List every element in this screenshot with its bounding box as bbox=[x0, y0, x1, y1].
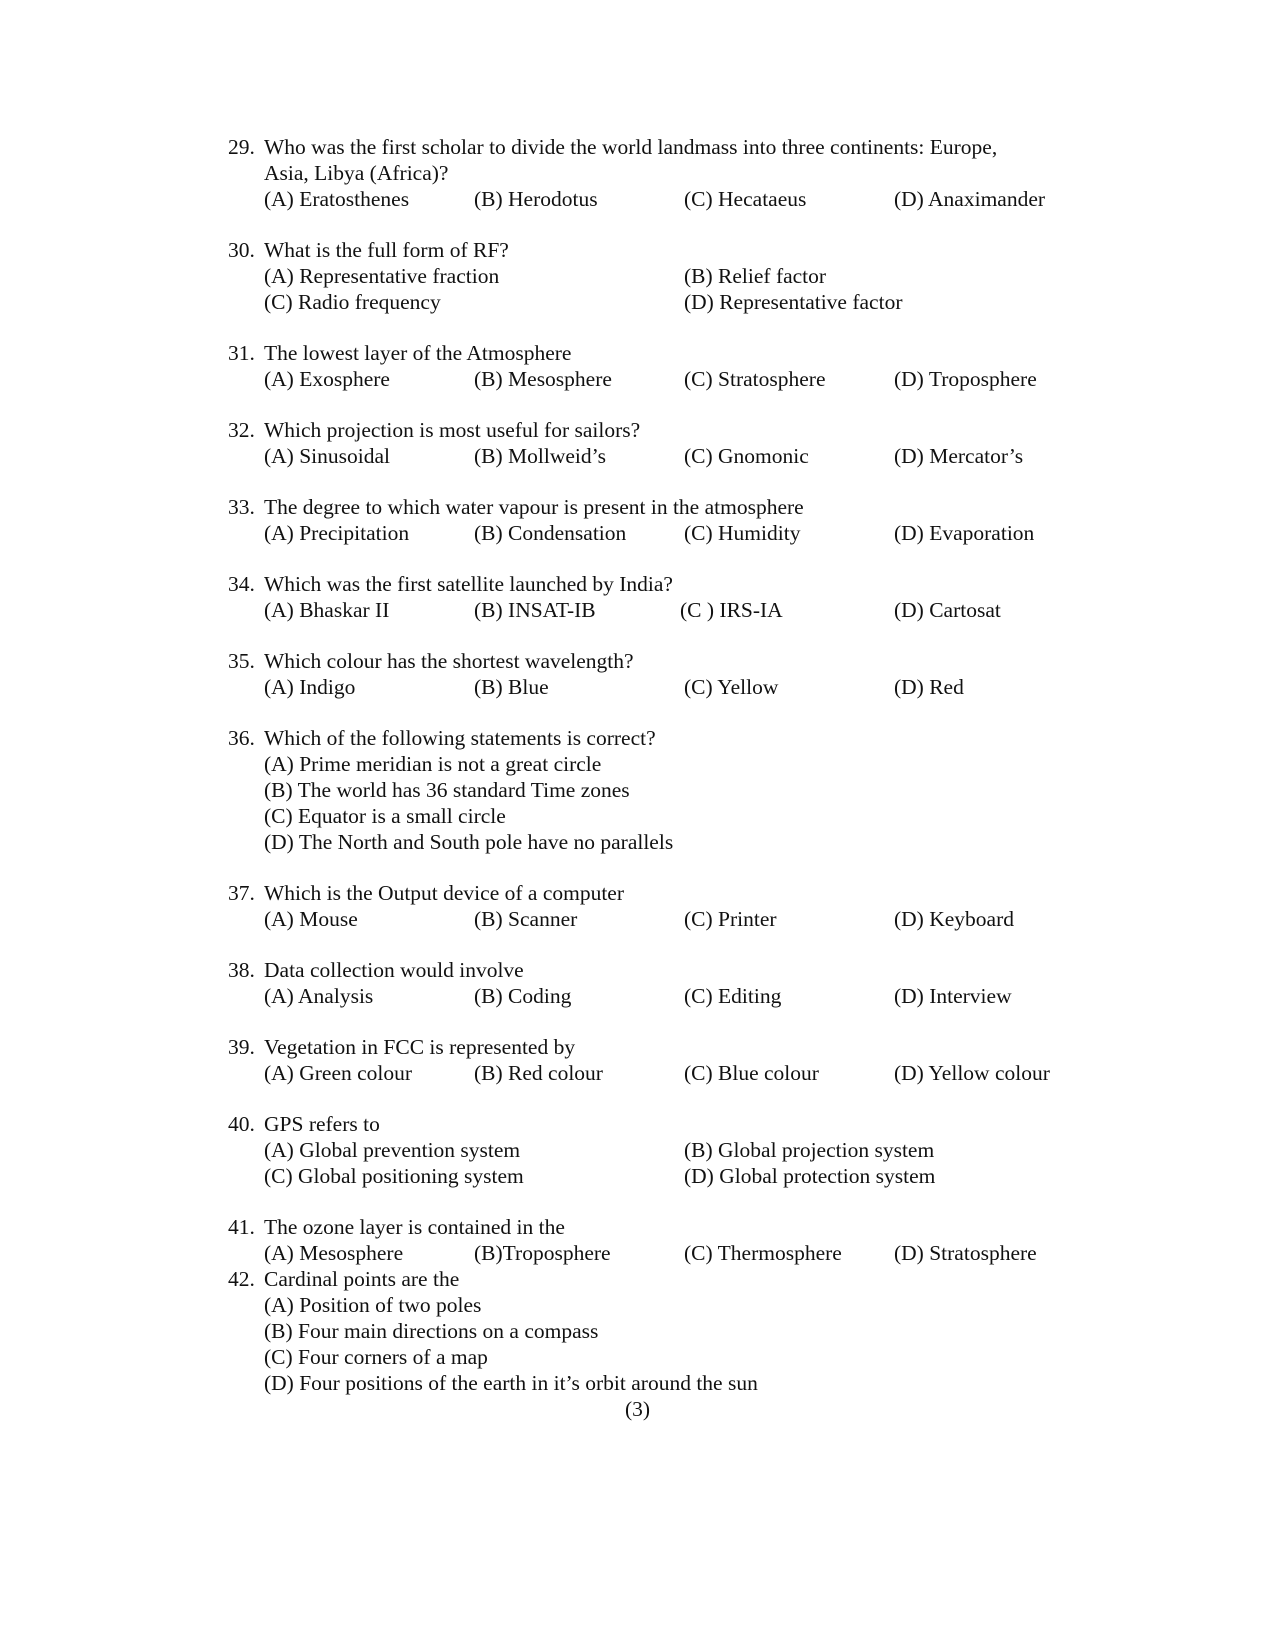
option-a: (A) Green colour bbox=[264, 1061, 413, 1085]
question-number: 42. bbox=[228, 1267, 255, 1291]
option-c: (C) Stratosphere bbox=[684, 367, 826, 391]
question-stem: Data collection would involve bbox=[264, 958, 524, 982]
option-b: (B) Red colour bbox=[474, 1061, 603, 1085]
option-b: (B)Troposphere bbox=[474, 1241, 611, 1265]
question-number: 38. bbox=[228, 958, 255, 982]
option-c: (C) Hecataeus bbox=[684, 187, 807, 211]
option-d: (D) Yellow colour bbox=[894, 1061, 1050, 1085]
option-c: (C) Equator is a small circle bbox=[264, 804, 506, 828]
option-a: (A) Sinusoidal bbox=[264, 444, 391, 468]
option-d: (D) Representative factor bbox=[684, 290, 903, 314]
question-number: 30. bbox=[228, 238, 255, 262]
option-c: (C) Blue colour bbox=[684, 1061, 819, 1085]
question-number: 36. bbox=[228, 726, 255, 750]
question-stem: Cardinal points are the bbox=[264, 1267, 460, 1291]
option-a: (A) Eratosthenes bbox=[264, 187, 410, 211]
question-stem: Who was the first scholar to divide the world landmass into three continents: Europe, bbox=[264, 135, 998, 159]
option-a: (A) Mesosphere bbox=[264, 1241, 404, 1265]
option-c: (C ) IRS-IA bbox=[680, 598, 783, 622]
option-c: (C) Yellow bbox=[684, 675, 779, 699]
question-number: 32. bbox=[228, 418, 255, 442]
option-c: (C) Global positioning system bbox=[264, 1164, 524, 1188]
option-b: (B) Scanner bbox=[474, 907, 578, 931]
question-stem: The lowest layer of the Atmosphere bbox=[264, 341, 572, 365]
option-a: (A) Global prevention system bbox=[264, 1138, 521, 1162]
question-number: 41. bbox=[228, 1215, 255, 1239]
question-stem: Which colour has the shortest wavelength? bbox=[264, 649, 634, 673]
option-d: (D) Red bbox=[894, 675, 964, 699]
question-stem: Which projection is most useful for sailors? bbox=[264, 418, 641, 442]
option-d: (D) Four positions of the earth in it’s orbit around the sun bbox=[264, 1371, 758, 1395]
option-b: (B) Mesosphere bbox=[474, 367, 612, 391]
question-stem: Which is the Output device of a computer bbox=[264, 881, 625, 905]
question-number: 35. bbox=[228, 649, 255, 673]
option-b: (B) Coding bbox=[474, 984, 572, 1008]
question-stem: Asia, Libya (Africa)? bbox=[264, 161, 449, 185]
question-stem: Vegetation in FCC is represented by bbox=[264, 1035, 576, 1059]
question-stem: Which of the following statements is correct? bbox=[264, 726, 656, 750]
option-a: (A) Exosphere bbox=[264, 367, 390, 391]
option-d: (D) Anaximander bbox=[894, 187, 1046, 211]
option-b: (B) Blue bbox=[474, 675, 549, 699]
option-a: (A) Analysis bbox=[264, 984, 374, 1008]
option-d: (D) Cartosat bbox=[894, 598, 1001, 622]
option-d: (D) Interview bbox=[894, 984, 1012, 1008]
option-d: (D) Stratosphere bbox=[894, 1241, 1037, 1265]
question-stem: The ozone layer is contained in the bbox=[264, 1215, 565, 1239]
option-c: (C) Thermosphere bbox=[684, 1241, 842, 1265]
option-b: (B) The world has 36 standard Time zones bbox=[264, 778, 630, 802]
question-number: 29. bbox=[228, 135, 255, 159]
option-a: (A) Precipitation bbox=[264, 521, 410, 545]
option-a: (A) Indigo bbox=[264, 675, 356, 699]
option-a: (A) Position of two poles bbox=[264, 1293, 482, 1317]
option-c: (C) Editing bbox=[684, 984, 782, 1008]
question-stem: Which was the first satellite launched by India? bbox=[264, 572, 673, 596]
option-b: (B) Herodotus bbox=[474, 187, 598, 211]
option-a: (A) Bhaskar II bbox=[264, 598, 390, 622]
question-number: 39. bbox=[228, 1035, 255, 1059]
option-b: (B) Global projection system bbox=[684, 1138, 935, 1162]
option-d: (D) Troposphere bbox=[894, 367, 1037, 391]
option-d: (D) Global protection system bbox=[684, 1164, 936, 1188]
option-d: (D) The North and South pole have no parallels bbox=[264, 830, 674, 854]
option-b: (B) INSAT-IB bbox=[474, 598, 596, 622]
option-a: (A) Prime meridian is not a great circle bbox=[264, 752, 602, 776]
option-c: (C) Printer bbox=[684, 907, 777, 931]
option-d: (D) Keyboard bbox=[894, 907, 1014, 931]
option-c: (C) Humidity bbox=[684, 521, 801, 545]
option-c: (C) Radio frequency bbox=[264, 290, 441, 314]
question-number: 37. bbox=[228, 881, 255, 905]
option-a: (A) Mouse bbox=[264, 907, 358, 931]
option-b: (B) Condensation bbox=[474, 521, 627, 545]
option-c: (C) Gnomonic bbox=[684, 444, 809, 468]
question-number: 34. bbox=[228, 572, 255, 596]
question-stem: GPS refers to bbox=[264, 1112, 380, 1136]
question-stem: The degree to which water vapour is present in the atmosphere bbox=[264, 495, 804, 519]
option-b: (B) Mollweid’s bbox=[474, 444, 606, 468]
question-number: 33. bbox=[228, 495, 255, 519]
question-number: 31. bbox=[228, 341, 255, 365]
option-c: (C) Four corners of a map bbox=[264, 1345, 488, 1369]
page-number: (3) bbox=[624, 1397, 651, 1421]
question-stem: What is the full form of RF? bbox=[264, 238, 509, 262]
question-number: 40. bbox=[228, 1112, 255, 1136]
option-b: (B) Four main directions on a compass bbox=[264, 1319, 599, 1343]
option-b: (B) Relief factor bbox=[684, 264, 827, 288]
option-a: (A) Representative fraction bbox=[264, 264, 500, 288]
option-d: (D) Mercator’s bbox=[894, 444, 1024, 468]
option-d: (D) Evaporation bbox=[894, 521, 1035, 545]
